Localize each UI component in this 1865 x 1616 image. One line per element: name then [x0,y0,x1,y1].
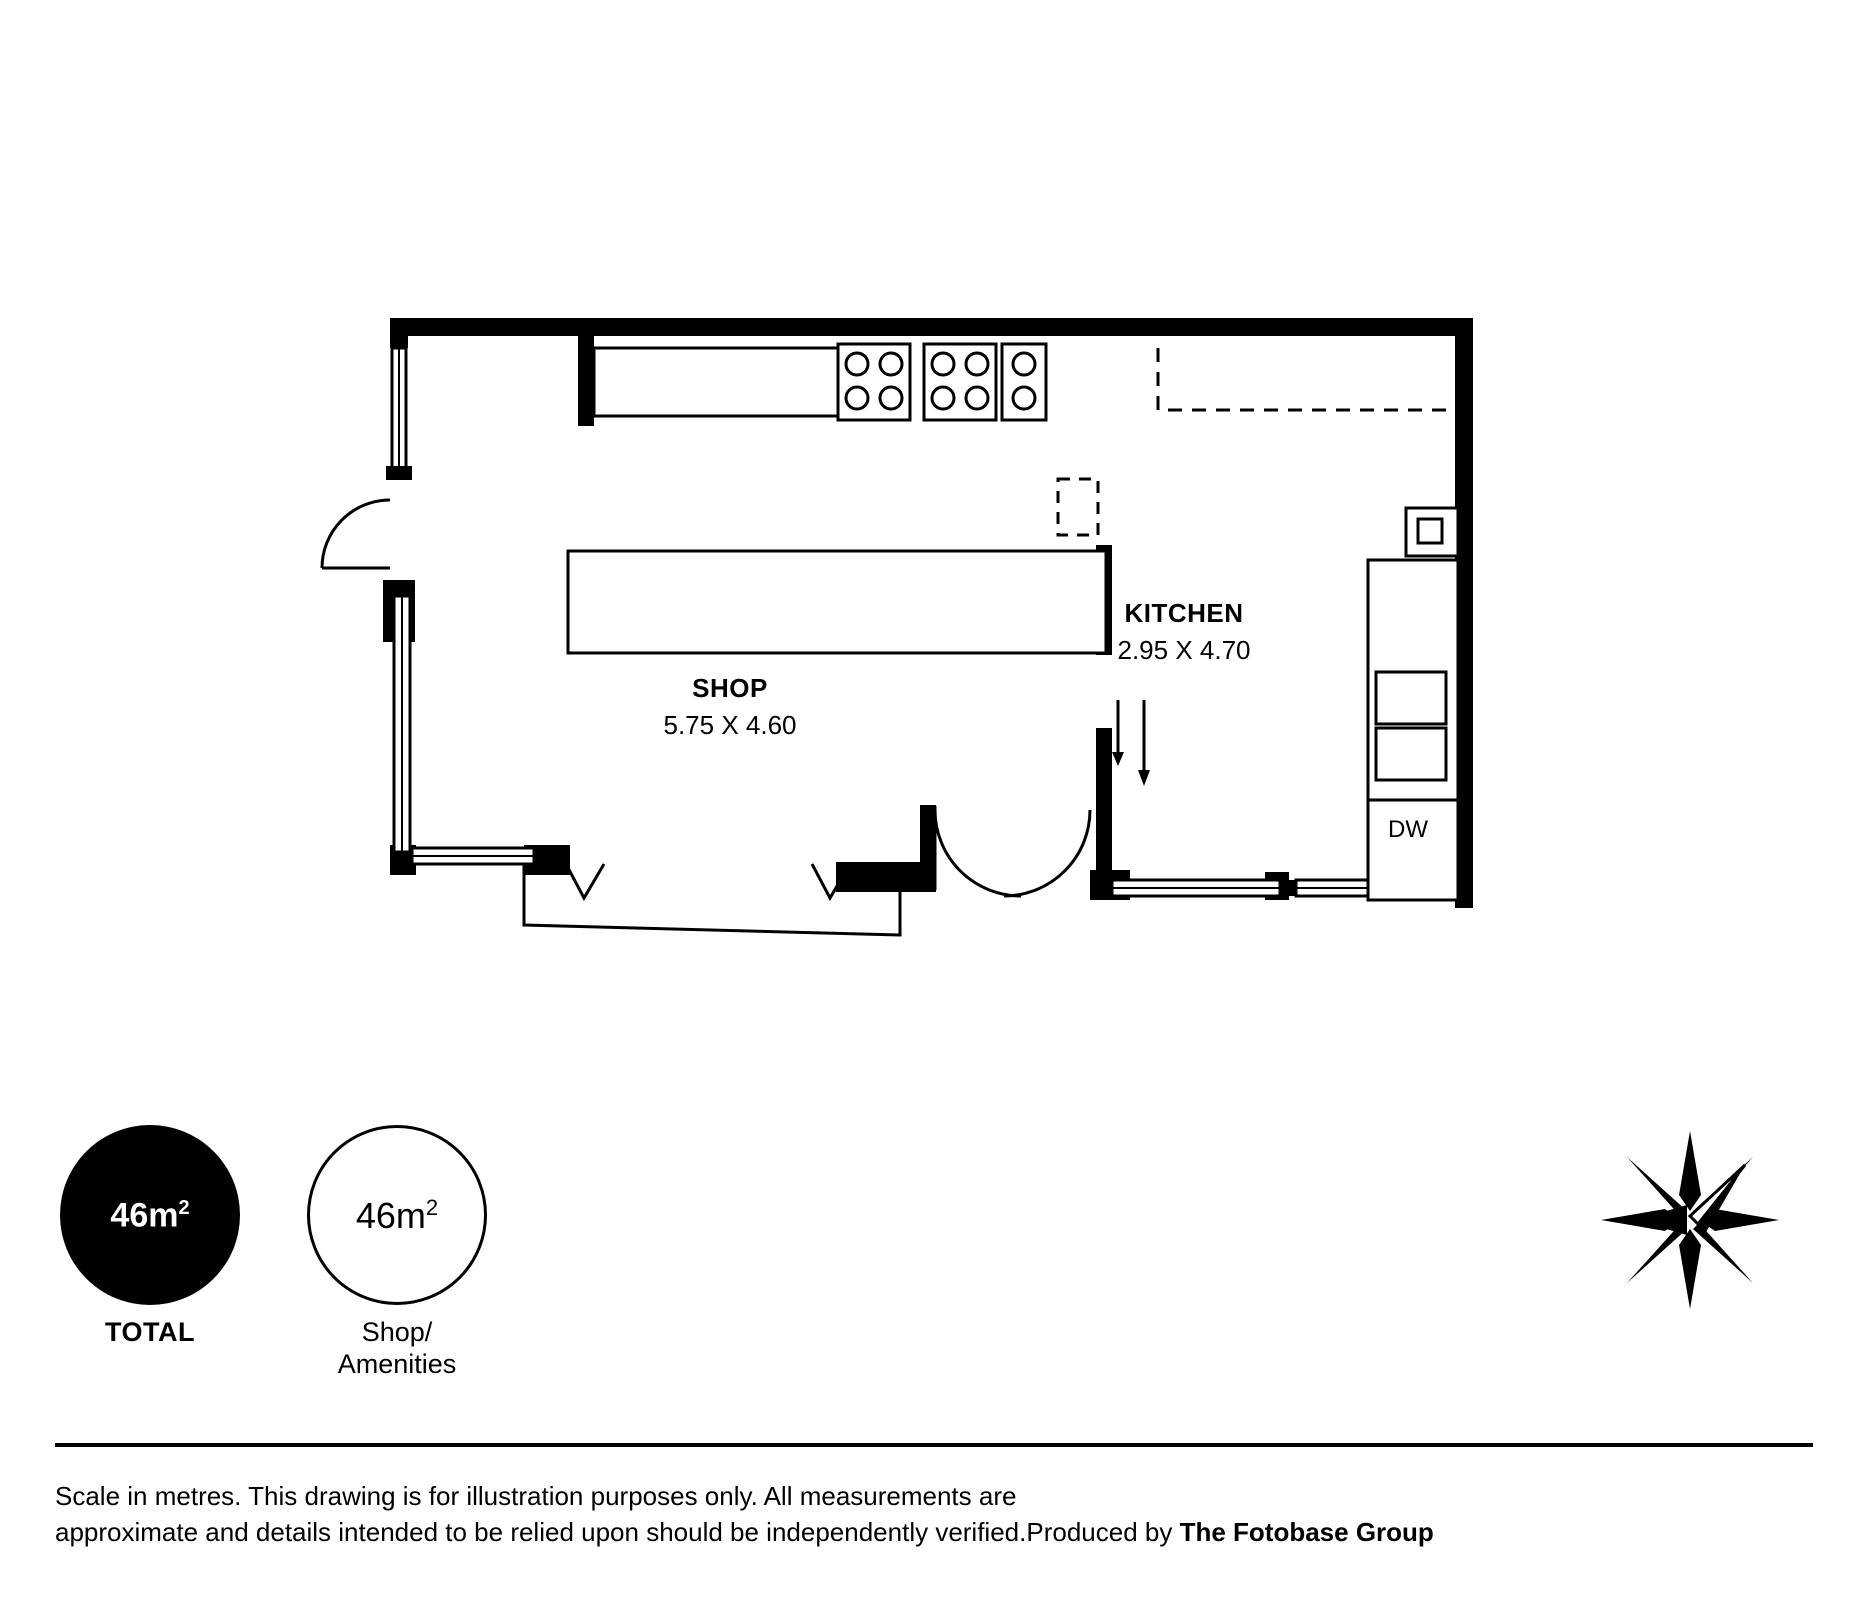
total-area-caption: TOTAL [105,1317,195,1347]
room-dimensions-shop: 5.75 X 4.60 [663,709,797,740]
area-summary [55,1125,615,1435]
producer-name: The Fotobase Group [1179,1517,1434,1548]
compass-north-label: N [1661,1209,1677,1234]
room-name-kitchen: KITCHEN [1124,598,1244,628]
total-area-value: $46m^2$ [110,1196,190,1235]
compass-rose [1595,1125,1785,1315]
shop-area-caption-line1: Shop/ [361,1317,433,1347]
room-name-shop: SHOP [692,673,768,703]
room-dimensions-kitchen: 2.95 X 4.70 [1117,634,1251,665]
total-area-badge [60,1125,240,1349]
total-area-circle [60,1125,240,1305]
disclaimer-line-1: Scale in metres. This drawing is for illustration purposes only. All measurements are [55,1481,1017,1511]
room-label-kitchen [1054,597,1314,666]
shop-area-caption [307,1317,487,1381]
produced-by-prefix: Produced by [1026,1517,1180,1548]
room-label-shop [600,672,860,741]
footer-disclaimer [55,1478,1825,1551]
shop-area-value: $46m^2$ [355,1194,439,1236]
footer-divider [55,1443,1813,1447]
dishwasher-label: DW [1388,816,1428,843]
fixtures-group [568,344,1458,900]
compass-icon [1595,1125,1785,1315]
shop-area-circle [307,1125,487,1305]
shop-area-caption-line2: Amenities [337,1348,457,1379]
disclaimer-line-2: approximate and details intended to be relied upon should be independently verified.Produced by The Fotobase Group [55,1517,1434,1548]
shop-area-badge [307,1125,487,1381]
